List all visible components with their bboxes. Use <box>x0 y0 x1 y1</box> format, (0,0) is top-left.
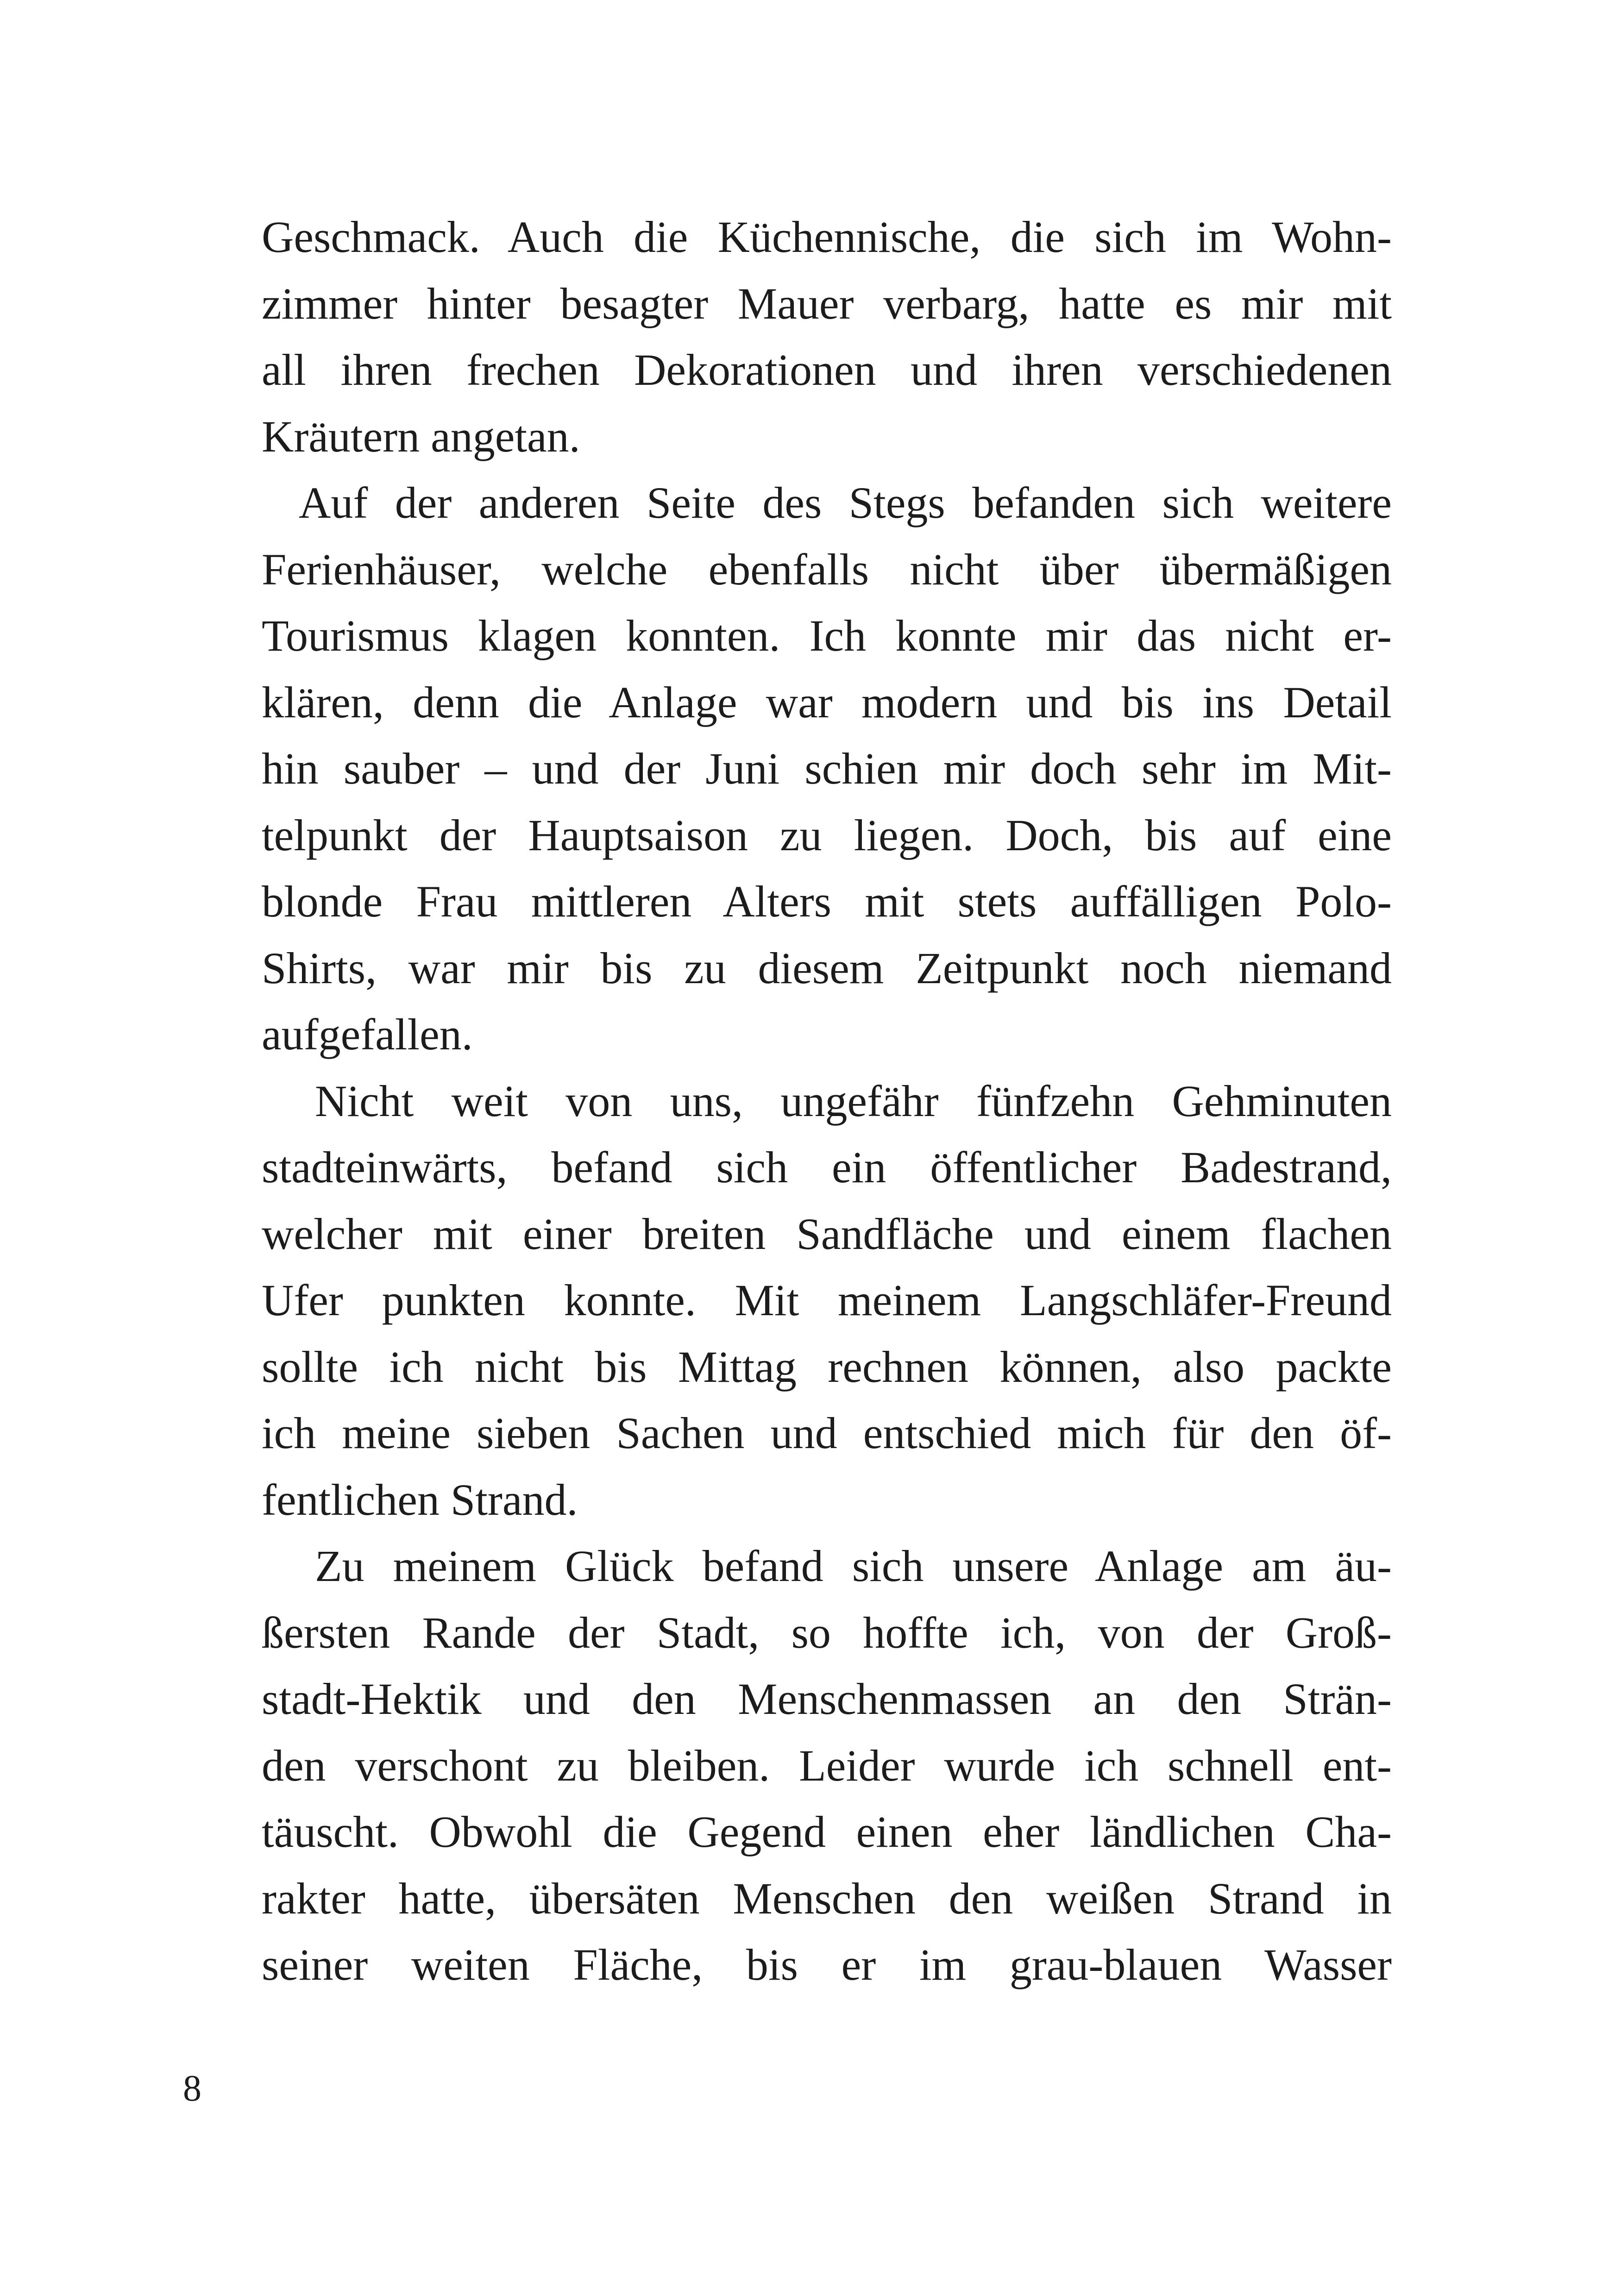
text-line: Zu meinem Glück befand sich unsere Anlage am äu- <box>315 1541 1392 1591</box>
text-line: Shirts, war mir bis zu diesem Zeitpunkt noch niemand <box>262 943 1392 993</box>
text-line: aufgefallen. <box>262 1010 473 1059</box>
text-line: zimmer hinter besagter Mauer verbarg, hatte es mir mit <box>262 278 1392 328</box>
text-line: Tourismus klagen konnten. Ich konnte mir das nicht er- <box>262 611 1392 660</box>
text-line: stadt-Hektik und den Menschenmassen an den Strän- <box>262 1674 1392 1724</box>
text-line: seiner weiten Fläche, bis er im grau-blauen Wasser <box>262 1940 1392 1989</box>
text-line: täuscht. Obwohl die Gegend einen eher ländlichen Cha- <box>262 1807 1392 1857</box>
text-line: Ufer punkten konnte. Mit meinem Langschläfer-Freund <box>262 1275 1392 1325</box>
text-line: Kräutern angetan. <box>262 411 580 461</box>
text-line: Auf der anderen Seite des Stegs befanden sich weitere <box>299 478 1392 527</box>
text-line: telpunkt der Hauptsaison zu liegen. Doch, bis auf eine <box>262 810 1392 860</box>
text-line: all ihren frechen Dekorationen und ihren verschiedenen <box>262 345 1392 395</box>
text-line: fentlichen Strand. <box>262 1474 578 1524</box>
text-line: welcher mit einer breiten Sandfläche und einem flachen <box>262 1209 1392 1259</box>
text-line: stadteinwärts, befand sich ein öffentlicher Badestrand, <box>262 1142 1392 1192</box>
text-line: blonde Frau mittleren Alters mit stets auffälligen Polo- <box>262 877 1392 926</box>
text-line: ßersten Rande der Stadt, so hoffte ich, von der Groß- <box>262 1607 1392 1657</box>
body-text <box>262 204 1392 1998</box>
page-number: 8 <box>183 2068 201 2109</box>
text-line: Nicht weit von uns, ungefähr fünfzehn Gehminuten <box>315 1076 1392 1126</box>
text-line: klären, denn die Anlage war modern und bis ins Detail <box>262 677 1392 727</box>
text-line: hin sauber – und der Juni schien mir doch sehr im Mit- <box>262 744 1392 793</box>
text-line: rakter hatte, übersäten Menschen den weißen Strand in <box>262 1873 1392 1923</box>
text-line: Geschmack. Auch die Küchennische, die sich im Wohn- <box>262 212 1392 262</box>
text-line: ich meine sieben Sachen und entschied mich für den öf- <box>262 1408 1392 1458</box>
text-line: Ferienhäuser, welche ebenfalls nicht über übermäßigen <box>262 544 1392 594</box>
text-line: den verschont zu bleiben. Leider wurde ich schnell ent- <box>262 1740 1392 1790</box>
text-line: sollte ich nicht bis Mittag rechnen können, also packte <box>262 1342 1392 1392</box>
